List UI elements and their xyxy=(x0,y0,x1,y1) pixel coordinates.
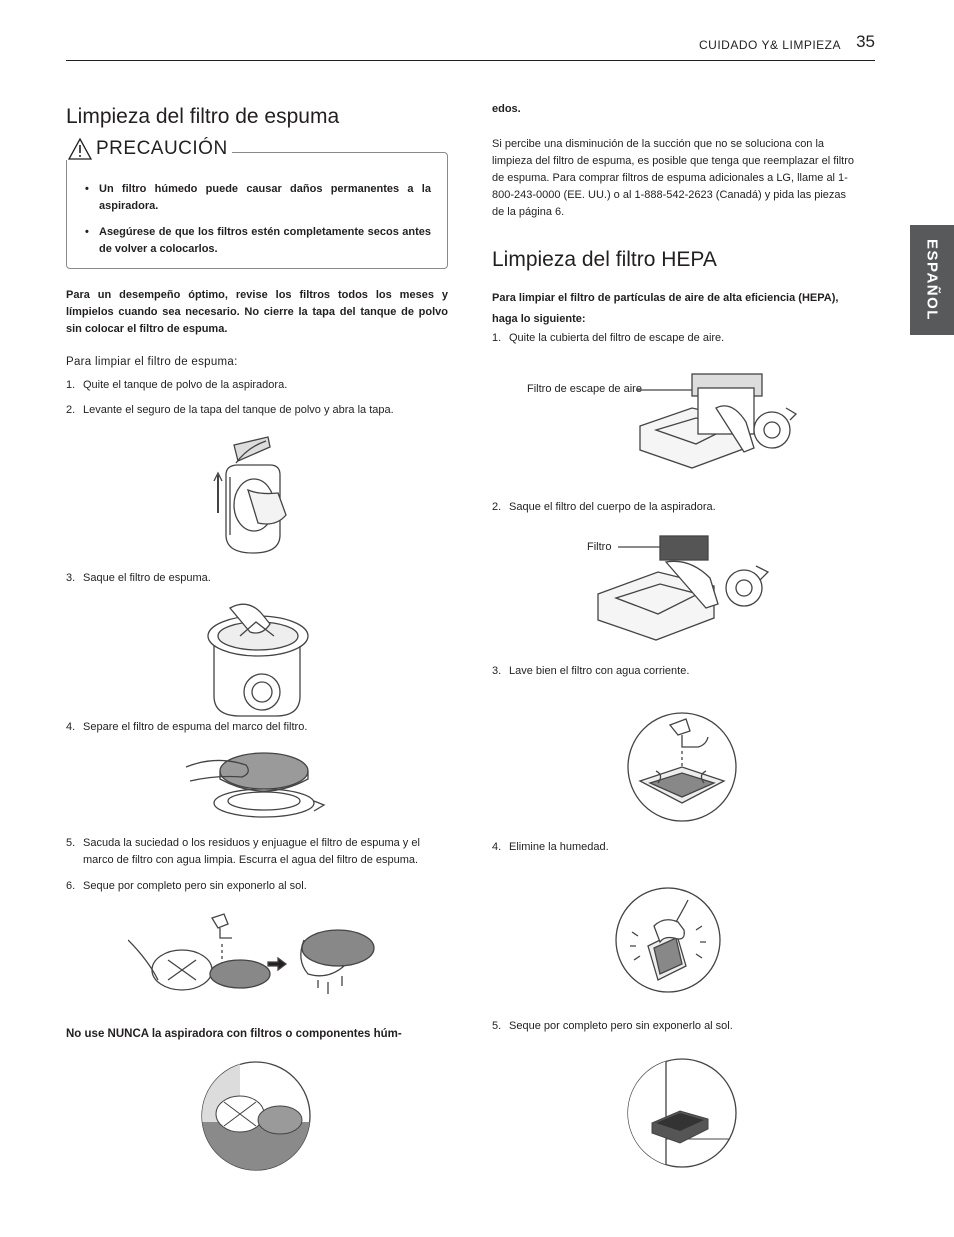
wash-hepa-filter-illustration xyxy=(626,711,738,823)
foam-subhead: Para limpiar el filtro de espuma: xyxy=(66,356,238,368)
header-section-title: CUIDADO Y& LIMPIEZA xyxy=(699,38,841,52)
hepa-step-2 xyxy=(492,499,858,516)
caution-title xyxy=(66,138,232,160)
step-number: 5. xyxy=(492,1020,502,1032)
remove-hepa-filter-illustration xyxy=(594,532,770,644)
foam-filter-title: Limpieza del filtro de espuma xyxy=(66,105,340,128)
warning-icon xyxy=(68,138,92,160)
foam-step-3 xyxy=(66,570,448,587)
step-text: Elimine la humedad. xyxy=(509,841,609,853)
step-number: 6. xyxy=(66,880,76,892)
foam-step-4 xyxy=(66,719,448,736)
rinse-foam-filter-illustration xyxy=(128,910,384,1000)
step-text: Seque por completo pero sin exponerlo al sol. xyxy=(83,880,307,892)
hepa-intro: Para limpiar el filtro de partículas de aire de alta eficiencia (HEPA), haga lo siguiente: xyxy=(492,292,839,325)
step-number: 1. xyxy=(492,332,502,344)
step-text: Quite el tanque de polvo de la aspiradora. xyxy=(83,379,288,391)
hepa-step-3 xyxy=(492,663,858,680)
foam-step-2 xyxy=(66,402,448,419)
step-number: 5. xyxy=(66,837,76,849)
hepa-step-5 xyxy=(492,1018,858,1035)
step-number: 2. xyxy=(66,404,76,416)
caution-item: • Asegúrese de que los filtros estén completamente secos antes de volver a colocarlos. xyxy=(85,224,431,258)
step-number: 2. xyxy=(492,501,502,513)
hepa-step-4 xyxy=(492,839,858,856)
step-number: 3. xyxy=(66,572,76,584)
caution-box xyxy=(66,152,448,269)
wet-warning-end: edos. xyxy=(492,103,521,115)
remove-foam-filter-illustration xyxy=(200,596,316,720)
step-text: Separe el filtro de espuma del marco del filtro. xyxy=(83,721,308,733)
caution-list xyxy=(85,181,431,267)
step-text: Saque el filtro de espuma. xyxy=(83,572,211,584)
foam-step-5 xyxy=(66,835,448,869)
language-tab xyxy=(910,225,954,335)
step-text: Sacuda la suciedad o los residuos y enjuague el filtro de espuma y el marco de filtro con agua limpia. Escurra el agua del filtro de espuma. xyxy=(83,837,420,866)
hepa-filter-title: Limpieza del filtro HEPA xyxy=(492,248,717,271)
dry-hepa-filter-illustration xyxy=(626,1057,738,1169)
foam-intro: Para un desempeño óptimo, revise los filtros todos los meses y límpielos cuando sea necesario. No cierre la tapa del tanque de polvo sin colocar el filtro de espuma. xyxy=(66,289,448,335)
foam-step-6 xyxy=(66,878,448,895)
foam-step-1 xyxy=(66,377,448,394)
shake-hepa-filter-illustration xyxy=(614,886,722,994)
step-text: Saque el filtro del cuerpo de la aspiradora. xyxy=(509,501,716,513)
dust-tank-lid-illustration xyxy=(208,435,292,565)
filter-callout: Filtro xyxy=(587,541,612,553)
hepa-step-1 xyxy=(492,330,858,347)
dry-foam-filter-illustration xyxy=(200,1060,312,1172)
step-number: 3. xyxy=(492,665,502,677)
page-number: 35 xyxy=(856,32,875,51)
step-number: 4. xyxy=(66,721,76,733)
step-text: Lave bien el filtro con agua corriente. xyxy=(509,665,690,677)
exhaust-filter-callout: Filtro de escape de aire xyxy=(527,383,642,395)
language-tab-label: ESPAÑOL xyxy=(923,239,941,321)
caution-item: • Un filtro húmedo puede causar daños permanentes a la aspiradora. xyxy=(85,181,431,215)
foam-replace-para: Si percibe una disminución de la succión que no se soluciona con la limpieza del filtro de espuma, es posible que tenga que reemplazar el filtro de espuma. Para comprar filtros de espuma adicionales a LG, llame al 1-800-243-0000 (EE. UU.) o al 1-888-542-2623 (Canadá) y pida las piezas de la página 6. xyxy=(492,138,854,218)
wet-warning-start: No use NUNCA la aspiradora con filtros o componentes húm- xyxy=(66,1028,402,1040)
step-number: 1. xyxy=(66,379,76,391)
step-text: Quite la cubierta del filtro de escape de aire. xyxy=(509,332,725,344)
caution-title-text: PRECAUCIÓN xyxy=(96,138,228,159)
page-header xyxy=(66,30,875,61)
step-number: 4. xyxy=(492,841,502,853)
step-text: Seque por completo pero sin exponerlo al sol. xyxy=(509,1020,733,1032)
separate-foam-filter-illustration xyxy=(186,745,326,821)
exhaust-cover-illustration xyxy=(636,368,798,472)
step-text: Levante el seguro de la tapa del tanque de polvo y abra la tapa. xyxy=(83,404,394,416)
